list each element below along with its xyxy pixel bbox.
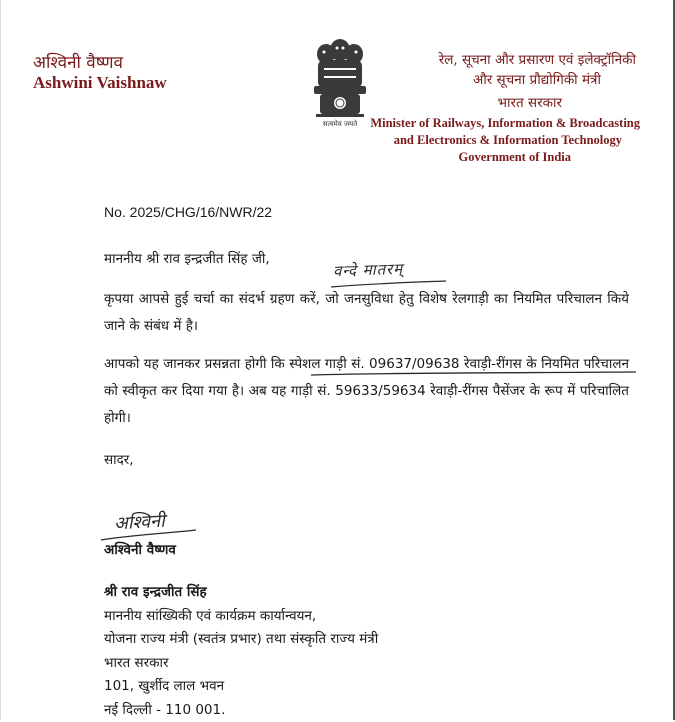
designation-english-line-2: and Electronics & Information Technology <box>394 133 622 148</box>
minister-name-english: Ashwini Vaishnaw <box>33 73 167 93</box>
addressee-line-4: 101, खुर्शीद लाल भवन <box>104 675 378 699</box>
national-emblem-icon <box>304 36 376 132</box>
minister-name-hindi: अश्विनी वैष्णव <box>33 50 123 73</box>
reference-number: No. 2025/CHG/16/NWR/22 <box>104 204 272 220</box>
addressee-line-5: नई दिल्ली - 110 001. <box>104 699 378 722</box>
designation-hindi-line-1: रेल, सूचना और प्रसारण एवं इलेक्ट्रॉनिकी <box>439 50 636 68</box>
signature: अश्विनी <box>113 509 165 536</box>
body-paragraph-2: आपको यह जानकर प्रसन्नता होगी कि स्पेशल गाड़ी सं. 09637/09638 रेवाड़ी-रींगस के नियमित परिचालन को स्वीकृत कर दिया गया है। अब यह गाड़ी सं. 59633/59634 रेवाड़ी-रींगस पैसेंजर के रूप में परिचालित होगी। <box>104 351 629 432</box>
addressee-block <box>104 581 378 722</box>
addressee-line-2: योजना राज्य मंत्री (स्वतंत्र प्रभार) तथा संस्कृति राज्य मंत्री <box>104 628 378 652</box>
addressee-line-1: माननीय सांख्यिकी एवं कार्यक्रम कार्यान्वयन, <box>104 605 378 629</box>
body-paragraph-1: कृपया आपसे हुई चर्चा का संदर्भ ग्रहण करें, जो जनसुविधा हेतु विशेष रेलगाड़ी का नियमित परिचालन किये जाने के संबंध में है। <box>104 286 629 340</box>
signatory-name: अश्विनी वैष्णव <box>104 540 176 558</box>
addressee-name: श्री राव इन्द्रजीत सिंह <box>104 581 378 605</box>
closing: सादर, <box>104 447 134 474</box>
designation-hindi-line-2: और सूचना प्रौद्योगिकी मंत्री <box>473 70 601 88</box>
emblem-motto: सत्यमेव जयते <box>306 120 374 129</box>
handwritten-greeting: वन्दे मातरम् <box>333 259 404 281</box>
salutation: माननीय श्री राव इन्द्रजीत सिंह जी, <box>104 246 270 273</box>
designation-english-line-3: Government of India <box>459 150 572 165</box>
designation-english-line-1: Minister of Railways, Information & Broadcasting <box>370 116 640 131</box>
addressee-line-3: भारत सरकार <box>104 652 378 676</box>
designation-hindi-line-3: भारत सरकार <box>497 93 562 111</box>
